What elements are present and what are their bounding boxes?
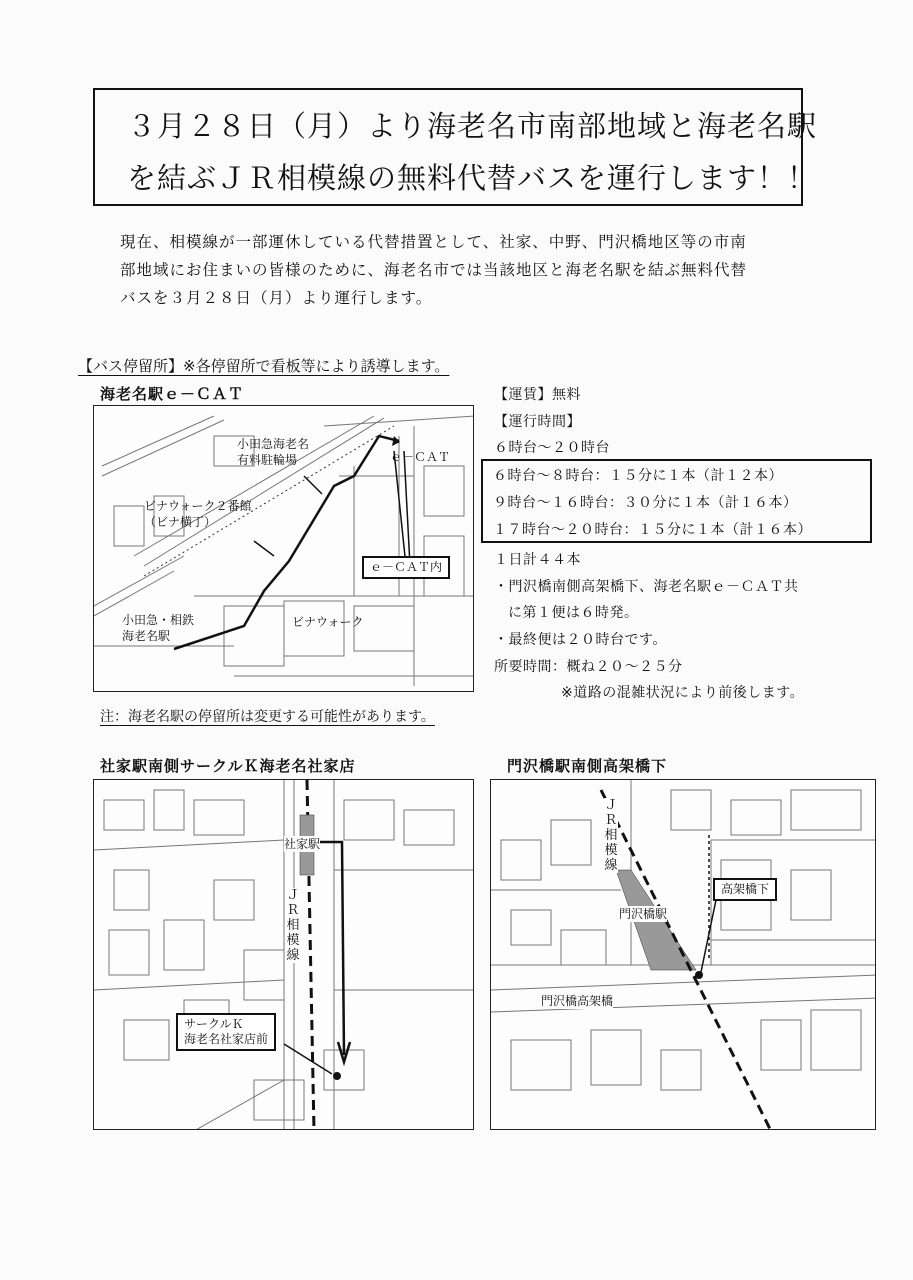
first-bus-note: ・門沢橋南側高架橋下、海老名駅ｅ－ＣＡＴ共 <box>494 579 799 595</box>
monzawa-map-drawing <box>491 780 876 1130</box>
first-bus-note-cont: に第１便は６時発。 <box>508 605 639 621</box>
bus-stops-heading: 【バス停留所】※各停留所で看板等により誘導します。 <box>78 357 450 375</box>
shake-map-title: 社家駅南側サークルＫ海老名社家店 <box>100 757 356 775</box>
schedule-row: ９時台～１６時台：３０分に１本（計１６本） <box>493 495 798 511</box>
label-jr-line: ＪＲ相模線 <box>286 888 300 963</box>
monzawa-map <box>490 779 876 1130</box>
monzawa-map-title: 門沢橋駅南側高架橋下 <box>507 757 668 775</box>
fare-text: 【運賃】無料 <box>494 387 581 403</box>
ebina-map-title: 海老名駅ｅ－ＣＡＴ <box>100 385 245 403</box>
ebina-stop-note: 注：海老名駅の停留所は変更する可能性があります。 <box>100 709 435 725</box>
label-circle-k-stop: サークルＫ 海老名社家店前 <box>176 1013 276 1051</box>
intro-line: 現在、相模線が一部運休している代替措置として、社家、中野、門沢橋地区等の市南 <box>120 233 747 251</box>
title-line-2: を結ぶＪＲ相模線の無料代替バスを運行します！！ <box>127 161 818 195</box>
intro-paragraph <box>120 228 840 312</box>
shake-map <box>93 779 474 1130</box>
duration-text: 所要時間：概ね２０～２５分 <box>494 659 683 675</box>
label-overpass-stop: 高架橋下 <box>713 878 777 901</box>
traffic-note: ※道路の混雑状況により前後します。 <box>561 685 805 701</box>
label-odakyu-station: 小田急・相鉄 海老名駅 <box>122 613 195 643</box>
label-vinawalk: ビナウォーク <box>292 615 364 629</box>
schedule-row: １７時台～２０時台：１５分に１本（計１６本） <box>493 522 812 538</box>
title-line-1: ３月２８日（月）より海老名市南部地域と海老名駅 <box>127 109 818 143</box>
label-overpass: 門沢橋高架橋 <box>541 994 614 1008</box>
label-shake-station: 社家駅 <box>284 837 321 851</box>
label-monzawa-station: 門沢橋駅 <box>619 907 668 921</box>
hours-range: ６時台～２０時台 <box>494 440 610 456</box>
intro-line: バスを３月２８日（月）より運行します。 <box>120 289 433 307</box>
schedule-row: ６時台～８時台：１５分に１本（計１２本） <box>493 468 783 484</box>
title-box <box>93 88 818 206</box>
shake-map-drawing <box>94 780 474 1130</box>
schedule-box <box>481 459 872 543</box>
label-jr-line: ＪＲ相模線 <box>604 798 618 873</box>
label-ecat-inside: ｅ－ＣＡＴ内 <box>362 556 450 579</box>
last-bus-note: ・最終便は２０時台です。 <box>494 632 667 648</box>
label-vinawalk-2: ビナウォーク２番館 （ビナ横丁） <box>144 499 252 529</box>
hours-heading: 【運行時間】 <box>494 414 581 430</box>
label-odakyu-parking: 小田急海老名 有料駐輪場 <box>237 437 310 467</box>
daily-total: １日計４４本 <box>494 552 581 568</box>
ebina-map <box>93 405 474 692</box>
intro-line: 部地域にお住まいの皆様のために、海老名市では当該地区と海老名駅を結ぶ無料代替 <box>120 261 748 279</box>
label-ecat: ｅ－ＣＡＴ <box>390 450 451 464</box>
